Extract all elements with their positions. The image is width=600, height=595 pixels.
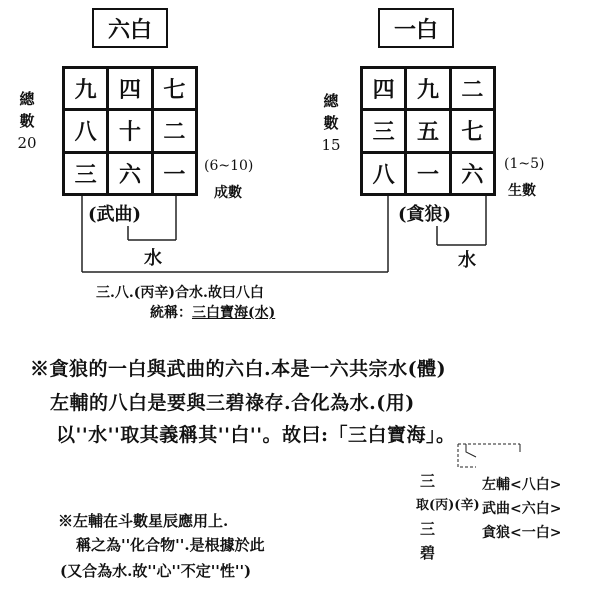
formula-left-mid: 取(丙)(辛) (416, 498, 480, 513)
right-total-label: 總 數 15 (321, 92, 341, 154)
grid-cell: 八 (65, 111, 106, 150)
grid-cell: 八 (363, 154, 404, 193)
grid-cell: 四 (109, 69, 150, 108)
right-magic-square (360, 66, 496, 196)
grid-cell: 七 (452, 111, 493, 150)
grid-cell: 二 (452, 69, 493, 108)
note-line3: (又合為水.故''心''不定''性'') (60, 562, 252, 580)
grid-cell: 九 (407, 69, 448, 108)
combine-line2: 統稱：三白寶海(水) (150, 305, 276, 321)
left-magic-square (62, 66, 198, 196)
grid-cell: 三 (363, 111, 404, 150)
grid-cell: 一 (154, 154, 195, 193)
formula-left-bottom: 碧 (420, 544, 436, 562)
left-title: 六白 (92, 8, 168, 48)
formula-right3: 貪狼<一白> (482, 525, 562, 541)
grid-cell: 六 (452, 154, 493, 193)
combine-line1: 三.八.(丙辛)合水.故曰八白 (96, 285, 264, 301)
right-title: 一白 (378, 8, 454, 48)
grid-cell: 三 (65, 154, 106, 193)
left-total-label: 總 數 20 (17, 90, 37, 152)
grid-cell: 四 (363, 69, 404, 108)
grid-cell: 五 (407, 111, 448, 150)
left-water-label: 水 (144, 248, 162, 269)
note-line2: 稱之為''化合物''.是根據於此 (76, 536, 265, 554)
formula-right1: 左輔<八白> (482, 477, 562, 493)
right-water-label: 水 (458, 250, 476, 271)
left-range-label: 成數 (214, 185, 242, 201)
note-line1: ※左輔在斗數星辰應用上. (58, 512, 229, 530)
grid-cell: 六 (109, 154, 150, 193)
paragraph-line3: 以''水''取其義稱其''白''。故曰:「三白寶海」。 (56, 424, 456, 446)
formula-left-mid2: 三 (420, 520, 436, 538)
grid-cell: 九 (65, 69, 106, 108)
right-range: (1~5) (504, 156, 545, 172)
left-range: (6~10) (204, 158, 254, 174)
formula-left-top: 三 (420, 472, 436, 490)
paragraph-line2: 左輔的八白是要與三碧祿存.合化為水.(用) (50, 392, 415, 414)
grid-cell: 十 (109, 111, 150, 150)
grid-cell: 七 (154, 69, 195, 108)
right-range-label: 生數 (508, 183, 536, 199)
formula-right2: 武曲<六白> (482, 501, 562, 517)
right-star-label: (貪狼) (398, 204, 452, 225)
grid-cell: 二 (154, 111, 195, 150)
left-star-label: (武曲) (88, 204, 142, 225)
grid-cell: 一 (407, 154, 448, 193)
paragraph-line1: ※貪狼的一白與武曲的六白.本是一六共宗水(體) (30, 358, 447, 380)
